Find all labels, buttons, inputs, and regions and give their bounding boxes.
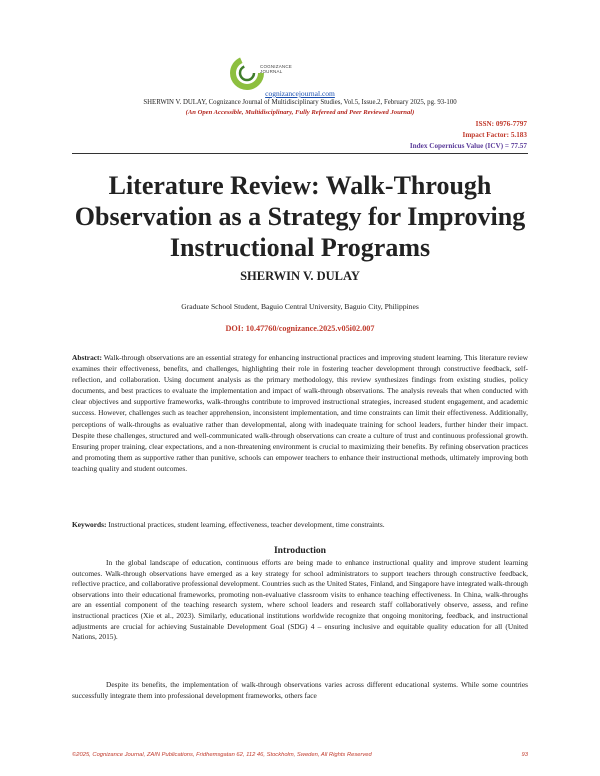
- article-title: Literature Review: Walk-Through Observation as a Strategy for Improving Instructional Programs: [74, 171, 526, 262]
- logo-text-line2: JOURNAL: [260, 69, 283, 74]
- doi[interactable]: DOI: 10.47760/cognizance.2025.v05i02.007: [225, 324, 375, 333]
- abstract-text: Walk-through observations are an essential strategy for enhancing instructional practices and improving student learning. This literature review examines their effectiveness, benefits, and challenges, highlighting their role in fostering teacher development through constructive feedback, self-reflection, and collaboration. Using document analysis as the primary methodology, this review synthesizes findings from existing studies, policy documents, and best practices to evaluate the implementation and impact of walk-through observations. The analysis reveals that when conducted with clear objectives and supportive frameworks, walk-throughs contribute to improved instructional strategies, increased student engagement, and academic success. However, challenges such as teacher apprehension, inconsistent implementation, and time constraints can limit their effectiveness. Additionally, perceptions of walk-throughs as evaluative rather than developmental, along with inadequate training for school leaders, further hinder their impact. Despite these challenges, structured and well-communicated walk-through observations can create a culture of trust and continuous professional growth. Ensuring proper training, clear expectations, and a non-threatening environment is crucial to maximizing their benefits. By refining observation practices and promoting them as supportive rather than punitive, schools can empower teachers to enhance their instructional methods, ultimately improving both teaching quality and student outcomes.: [72, 353, 528, 473]
- issn: ISSN: 0976-7797: [475, 120, 527, 128]
- author-affiliation: Graduate School Student, Baguio Central University, Baguio City, Philippines: [181, 302, 419, 311]
- footer-copyright: ©2025, Cognizance Journal, ZAIN Publications, Fridhemsgatan 62, 112 46, Stockholm, Sweden, All Rights Reserved: [72, 752, 372, 758]
- keywords: [72, 519, 528, 530]
- header-divider: [72, 153, 528, 154]
- keywords-label: Keywords:: [72, 520, 107, 529]
- journal-logo: [230, 56, 293, 90]
- logo-text-line1: COGNIZANCE: [260, 64, 293, 69]
- open-access-note: (An Open Accessible, Multidisciplinary, Fully Refereed and Peer Reviewed Journal): [185, 109, 415, 116]
- abstract: [72, 352, 528, 474]
- introduction-heading: Introduction: [273, 545, 327, 556]
- page-number: 93: [521, 752, 528, 758]
- author-name: SHERWIN V. DULAY: [240, 269, 360, 283]
- introduction-paragraph-1: In the global landscape of education, continuous efforts are being made to enhance instructional quality and improve student learning outcomes. Walk-through observations have emerged as a key strategy for school administrators to support teachers through constructive feedback, reflective practice, and collaborative professional development. Countries such as the United States, Finland, and Singapore have integrated walk-through observations into their educational frameworks, promoting non-evaluative classroom visits to enhance teaching effectiveness. In China, walk-throughs are an essential component of the teaching research system, where school leaders and research staff collaboratively observe, assess, and refine instructional practices (Xie et al., 2023). Similarly, educational institutions worldwide recognize that ongoing monitoring, feedback, and instructional adjustments are crucial for achieving Sustainable Development Goal (SDG) 4 – ensuring inclusive and equitable quality education for all (United Nations, 2015).: [72, 558, 528, 642]
- logo-swirl-icon: [230, 56, 264, 90]
- journal-website-link[interactable]: cognizancejournal.com: [265, 89, 335, 98]
- impact-factor: Impact Factor: 5.183: [462, 131, 527, 139]
- citation-line: SHERWIN V. DULAY, Cognizance Journal of Multidisciplinary Studies, Vol.5, Issue.2, February 2025, pg. 93-100: [143, 99, 457, 106]
- abstract-label: Abstract:: [72, 353, 102, 362]
- logo-wordmark: [260, 64, 292, 74]
- introduction-paragraph-2: Despite its benefits, the implementation of walk-through observations varies across different educational systems. While some countries successfully integrate them into professional development frameworks, others face: [72, 680, 528, 700]
- keywords-text: Instructional practices, student learning, effectiveness, teacher development, time constraints.: [108, 520, 385, 529]
- icv-value: Index Copernicus Value (ICV) = 77.57: [409, 142, 527, 150]
